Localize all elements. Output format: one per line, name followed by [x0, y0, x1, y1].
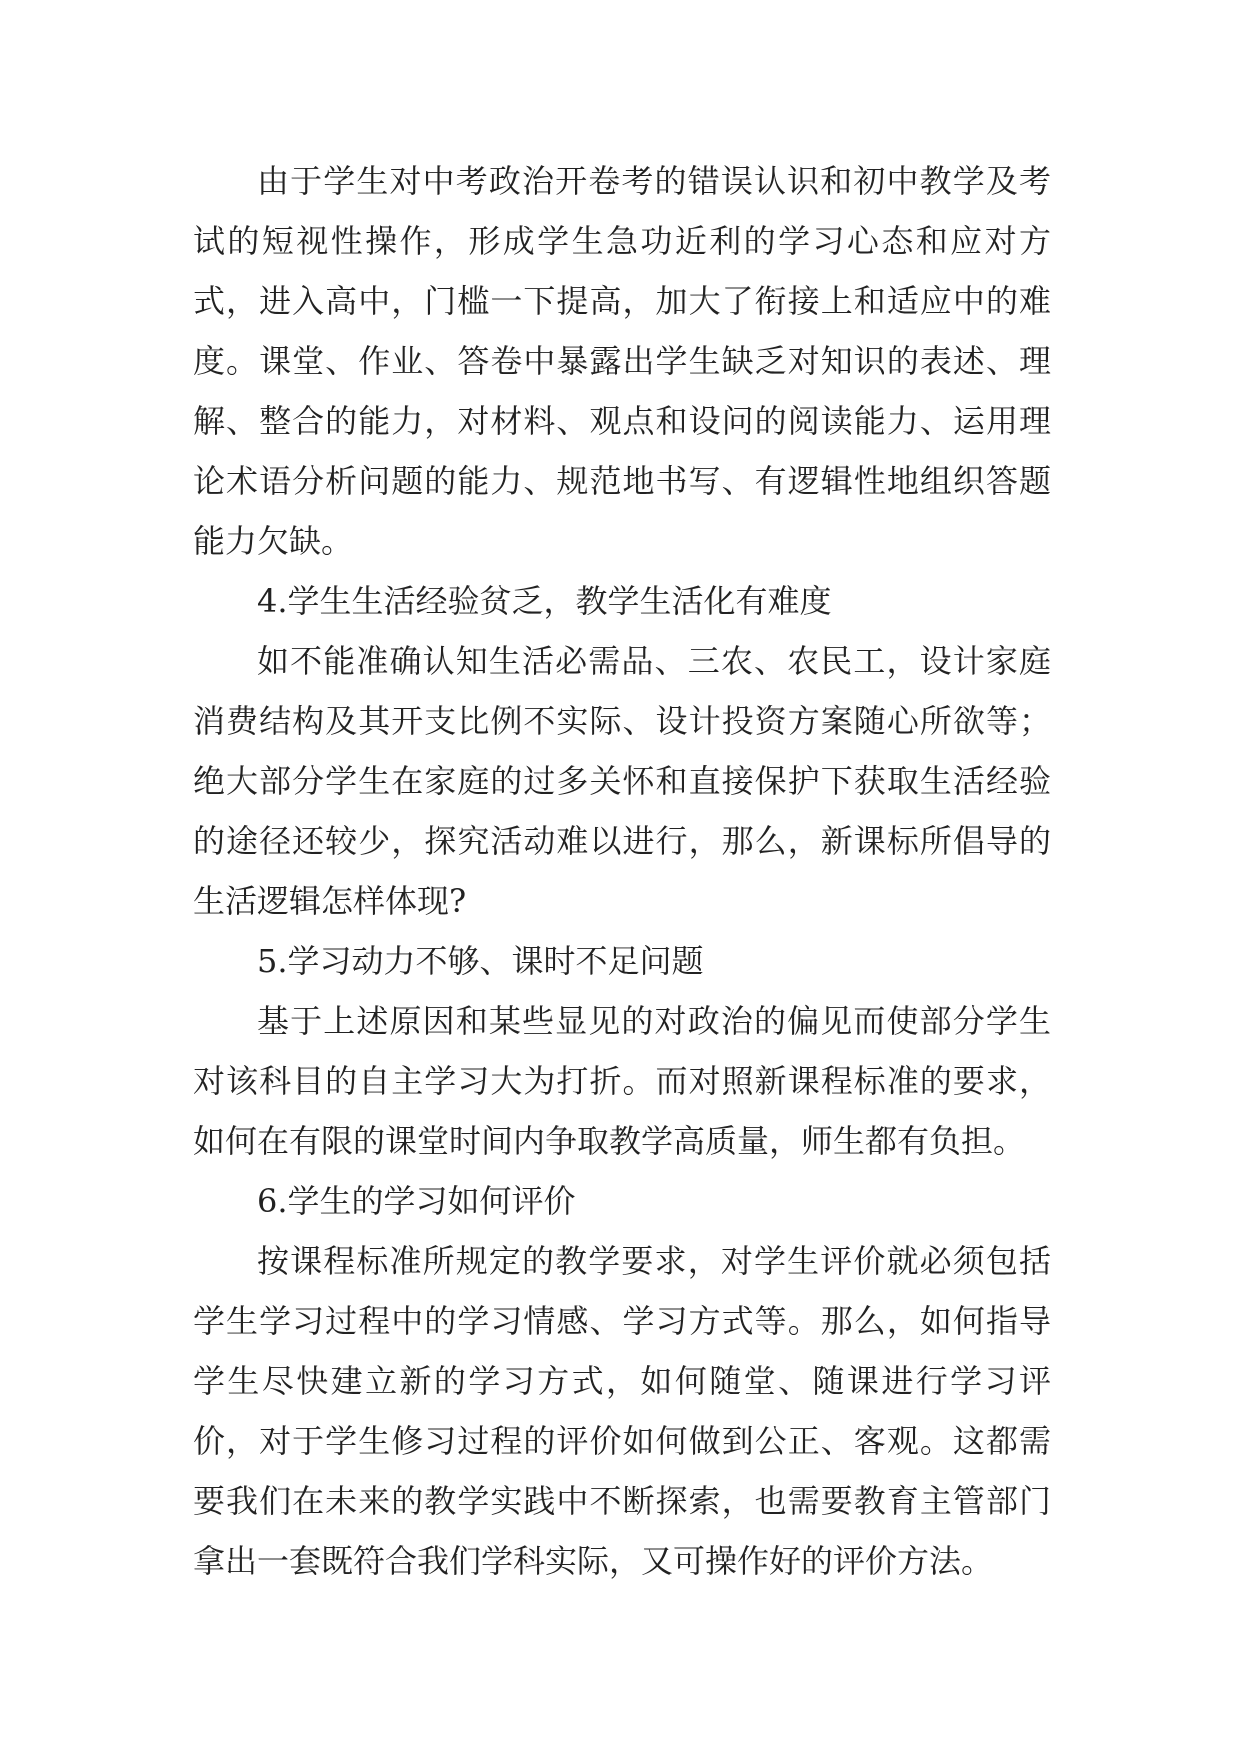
paragraph-section-5: 基于上述原因和某些显见的对政治的偏见而使部分学生对该科目的自主学习大为打折。而对照新课程标准的要求，如何在有限的课堂时间内争取教学高质量，师生都有负担。 [193, 1002, 1051, 1160]
section-heading-4: 4.学生生活经验贫乏，教学生活化有难度 [257, 582, 832, 620]
paragraph-section-4: 如不能准确认知生活必需品、三农、农民工，设计家庭消费结构及其开支比例不实际、设计投资方案随心所欲等；绝大部分学生在家庭的过多关怀和直接保护下获取生活经验的途径还较少，探究活动难以进行，那么，新课标所倡导的生活逻辑怎样体现? [193, 642, 1051, 920]
section-heading-5: 5.学习动力不够、课时不足问题 [257, 942, 704, 980]
section-heading-6: 6.学生的学习如何评价 [257, 1182, 576, 1220]
document-body [193, 151, 1051, 1591]
paragraph-intro: 由于学生对中考政治开卷考的错误认识和初中教学及考试的短视性操作，形成学生急功近利的学习心态和应对方式，进入高中，门槛一下提高，加大了衔接上和适应中的难度。课堂、作业、答卷中暴露出学生缺乏对知识的表述、理解、整合的能力，对材料、观点和设问的阅读能力、运用理论术语分析问题的能力、规范地书写、有逻辑性地组织答题能力欠缺。 [193, 162, 1051, 560]
paragraph-section-6: 按课程标准所规定的教学要求，对学生评价就必须包括学生学习过程中的学习情感、学习方式等。那么，如何指导学生尽快建立新的学习方式，如何随堂、随课进行学习评价，对于学生修习过程的评价如何做到公正、客观。这都需要我们在未来的教学实践中不断探索，也需要教育主管部门拿出一套既符合我们学科实际，又可操作好的评价方法。 [193, 1242, 1051, 1580]
